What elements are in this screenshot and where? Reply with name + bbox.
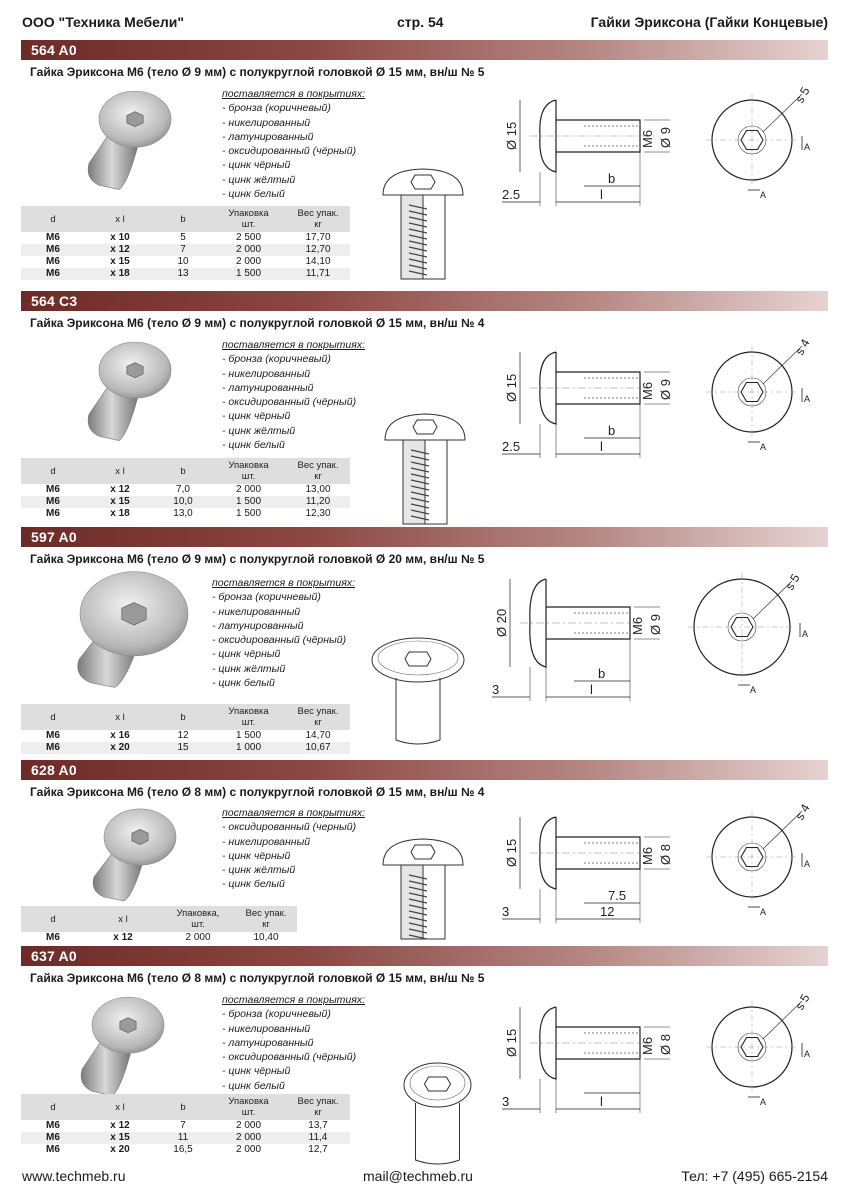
render-body [416,1103,460,1164]
table-cell: M6 [46,256,60,267]
dimension-label: 7.5 [608,888,627,903]
sleeve-nut-cutaway-icon [378,165,468,285]
end-view-drawing-icon [690,571,815,695]
spec-table [21,704,350,754]
table-cell: 11 [155,1132,211,1144]
dimension-label: A [802,629,809,639]
hex-socket [120,1018,136,1033]
dimension-label: b [598,666,606,681]
coating-item: - оксидированный (чёрный) [222,145,357,158]
section-bar [21,527,828,547]
coating-item: - бронза (коричневый) [222,102,331,115]
table-cell: x 12 [110,1120,130,1131]
coatings-heading: поставляется в покрытиях: [212,577,356,589]
dimension-label: Ø 8 [658,1034,673,1055]
table-header-cell: Упаковка, шт. [161,906,235,932]
coating-item: - цинк чёрный [212,648,281,661]
coating-item: - цинк чёрный [222,1065,291,1078]
table-header-cell: d [21,458,85,484]
table-cell: M6 [21,268,85,280]
table-cell: 2 000 [235,1144,262,1155]
table-cell: M6 [21,1132,85,1144]
table-row [21,268,350,280]
coating-item: - никелированный [222,116,311,129]
table-row [21,1120,350,1132]
end-view-drawing-icon [700,336,825,452]
coating-item: - цинк чёрный [222,849,291,862]
dimension-label: A [804,1049,811,1059]
table-header-cell: d [21,906,85,932]
page-footer [22,1168,828,1190]
table-header-cell: x l [85,704,155,730]
table-cell: 10,40 [253,932,279,943]
table-header-cell: Упаковка шт. [211,206,286,232]
table-header-cell: Вес упак. кг [286,458,350,484]
dimension-label: 2.5 [502,439,521,454]
table-cell: 2 000 [185,932,211,943]
table-header-cell: x l [85,906,161,932]
coating-item: - оксидированный (чёрный) [222,1051,357,1064]
table-cell: M6 [46,932,60,943]
dimension-label: A [760,442,767,452]
dimension-label: M6 [640,846,655,865]
table-row [21,932,297,944]
coating-item: - цинк жёлтый [222,424,296,437]
table-cell: 12 [177,730,189,741]
hex-socket [405,652,431,666]
table-header-cell: Упаковка шт. [211,704,286,730]
table-cell: 13,00 [305,484,331,495]
section-bar [21,946,828,966]
table-cell: 14,70 [305,730,331,741]
table-header-cell: b [155,1094,211,1120]
dimension-label: Ø 15 [504,1028,519,1057]
dimension-label: 2.5 [502,187,521,202]
section-title: Гайка Эриксона М6 (тело Ø 9 мм) с полукруглой головкой Ø 20 мм, вн/ш № 5 [30,552,485,566]
coating-item: - бронза (коричневый) [212,591,321,604]
dimension-label: A [804,859,811,869]
side-view-drawing-icon [498,995,683,1130]
table-header-cell: x l [85,206,155,232]
table-cell: 10 [177,256,189,267]
table-cell: x 18 [110,508,130,519]
table-header-cell: x l [85,1094,155,1120]
dimension-label: 3 [502,904,510,919]
end-view-drawing-icon [700,84,825,200]
spec-table [21,906,297,944]
section-title: Гайка Эриксона М6 (тело Ø 8 мм) с полукруглой головкой Ø 15 мм, вн/ш № 5 [30,971,485,985]
dimension-label: b [608,171,616,186]
render-body [396,678,440,744]
table-cell: 1 500 [211,268,286,280]
dimension-label: l [600,439,603,454]
coating-item: - цинк жёлтый [222,864,296,877]
table-cell: M6 [21,244,85,256]
table-header-cell: d [21,206,85,232]
coating-item: - цинк белый [222,1079,285,1092]
section-title: Гайка Эриксона М6 (тело Ø 8 мм) с полукруглой головкой Ø 15 мм, вн/ш № 4 [30,785,485,799]
table-row [21,496,350,508]
table-header-cell: Вес упак. кг [286,1094,350,1120]
table-cell: 2 000 [235,1120,262,1131]
dimension-label: Ø 9 [658,379,673,400]
table-cell: 12,7 [308,1144,328,1155]
table-cell: x 10 [110,232,130,243]
end-view-drawing-icon [700,991,825,1107]
dimension-label: A [804,394,811,404]
section-code: 637 A0 [31,948,77,964]
table-cell: 13 [155,268,211,280]
table-header-cell: b [155,206,211,232]
table-cell: 2 000 [211,244,286,256]
table-cell: 12,70 [286,244,350,256]
sleeve-nut-photo-icon [75,335,175,445]
section-code: 564 C3 [31,293,78,309]
dimension-label: Ø 8 [658,844,673,865]
table-row [21,484,350,496]
table-cell: x 20 [110,1144,130,1155]
spec-table [21,458,350,520]
sleeve-nut-photo-icon [80,805,180,905]
hex-socket [411,175,435,189]
table-row [21,256,350,268]
table-cell: 11,20 [286,496,350,508]
table-cell: x 20 [85,742,155,754]
section-bar [21,40,828,60]
coatings-heading: поставляется в покрытиях: [222,807,366,819]
table-cell: x 12 [113,932,133,943]
hex-socket [132,830,148,845]
side-view-drawing-icon [498,88,683,223]
table-cell: M6 [21,742,85,754]
table-cell: 2 000 [235,484,262,495]
table-cell: 11,71 [286,268,350,280]
table-cell: 14,10 [305,256,331,267]
coating-item: - латунированный [222,130,314,143]
side-view-drawing-icon [498,805,683,940]
table-cell: x 15 [110,256,130,267]
section-bar [21,291,828,311]
coatings-list [212,576,355,690]
table-cell: 7 [155,244,211,256]
section-code: 564 A0 [31,42,77,58]
table-cell: x 15 [85,496,155,508]
table-row [21,1132,350,1144]
coatings-list [222,338,365,452]
dimension-label: Ø 9 [648,614,663,635]
coating-item: - цинк белый [212,677,275,690]
table-header-cell: d [21,704,85,730]
section-title: Гайка Эриксона М6 (тело Ø 9 мм) с полукруглой головкой Ø 15 мм, вн/ш № 4 [30,316,485,330]
coating-item: - никелированный [222,1022,311,1035]
coating-item: - цинк жёлтый [222,173,296,186]
table-cell: 1 500 [235,508,262,519]
side-view-drawing-icon [498,340,683,475]
sleeve-nut-cutaway-icon [378,835,468,945]
coating-item: - латунированный [212,619,304,632]
coating-item: - никелированный [222,835,311,848]
table-header-cell: Вес упак. кг [286,704,350,730]
dimension-label: s 4 [792,801,813,823]
hex-socket [127,112,143,127]
sleeve-nut-photo-icon [75,84,175,194]
sleeve-nut-photo-icon [62,577,182,692]
sleeve-nut-photo-icon [68,990,168,1100]
table-cell: 13,0 [173,508,193,519]
table-cell: 16,5 [173,1144,193,1155]
table-cell: 17,70 [305,232,331,243]
dimension-label: s 5 [782,571,803,593]
table-cell: x 18 [85,268,155,280]
section-bar [21,760,828,780]
dimension-label: Ø 15 [504,838,519,867]
coating-item: - цинк жёлтый [212,662,286,675]
table-cell: 7 [180,1120,186,1131]
hex-socket [425,1077,451,1091]
dimension-label: l [600,187,603,202]
coating-item: - оксидированный (чёрный) [222,396,357,409]
table-header-cell: Упаковка шт. [211,458,286,484]
table-row [21,244,350,256]
dimension-label: s 5 [792,84,813,106]
table-cell: M6 [46,508,60,519]
coatings-list [222,806,365,892]
section-code: 597 A0 [31,529,77,545]
dimension-label: l [600,1094,603,1109]
table-cell: 2 500 [235,232,262,243]
table-cell: 1 500 [235,730,262,741]
page-number: стр. 54 [397,14,444,30]
table-cell: M6 [46,730,60,741]
table-header-cell: b [155,458,211,484]
dimension-label: 3 [502,1094,510,1109]
dimension-label: Ø 15 [504,373,519,402]
coating-item: - латунированный [222,381,314,394]
table-cell: 5 [180,232,186,243]
table-cell: x 12 [85,244,155,256]
coating-item: - цинк чёрный [222,410,291,423]
dimension-label: A [760,907,767,917]
dimension-label: s 4 [792,336,813,358]
dimension-label: A [760,190,767,200]
dimension-label: M6 [640,1036,655,1055]
hex-socket [411,845,435,859]
table-header-cell: Вес упак. кг [286,206,350,232]
table-cell: 7,0 [176,484,190,495]
table-row [21,508,350,520]
table-cell: x 12 [110,484,130,495]
dimension-label: b [608,423,616,438]
footer-phone: Тел: +7 (495) 665-2154 [681,1168,828,1184]
table-cell: M6 [46,232,60,243]
table-cell: 15 [155,742,211,754]
table-header-cell: Вес упак. кг [235,906,297,932]
table-cell: M6 [46,484,60,495]
dimension-label: Ø 15 [504,121,519,150]
table-row [21,232,350,244]
dimension-label: M6 [640,129,655,148]
table-cell: M6 [46,1144,60,1155]
table-row [21,742,350,754]
table-cell: M6 [21,496,85,508]
table-cell: M6 [46,1120,60,1131]
table-row [21,1144,350,1156]
coating-item: - цинк белый [222,878,285,891]
section-title: Гайка Эриксона М6 (тело Ø 9 мм) с полукруглой головкой Ø 15 мм, вн/ш № 5 [30,65,485,79]
spec-table [21,206,350,280]
table-header-cell: b [155,704,211,730]
end-view-drawing-icon [700,801,825,917]
coating-item: - латунированный [222,1036,314,1049]
coating-item: - оксидированный (чёрный) [212,634,347,647]
footer-website[interactable]: www.techmeb.ru [22,1168,126,1184]
coating-item: - цинк белый [222,188,285,201]
table-header-cell: Упаковка шт. [211,1094,286,1120]
side-view-drawing-icon [488,575,673,710]
coating-item: - бронза (коричневый) [222,353,331,366]
table-cell: 2 000 [211,1132,286,1144]
coatings-heading: поставляется в покрытиях: [222,339,366,351]
table-cell: 12,30 [305,508,331,519]
coatings-list [222,87,365,201]
spec-table [21,1094,350,1156]
dimension-label: 3 [492,682,500,697]
company-name: ООО "Техника Мебели" [22,14,185,30]
dimension-label: 12 [600,904,615,919]
table-cell: 11,4 [286,1132,350,1144]
sleeve-nut-cutaway-icon [368,630,468,750]
coating-item: - никелированный [222,367,311,380]
coating-item: - цинк белый [222,439,285,452]
page-header [22,12,828,36]
sleeve-nut-cutaway-icon [380,410,470,530]
dimension-label: s 5 [792,991,813,1013]
table-cell: 10,67 [286,742,350,754]
dimension-label: Ø 20 [494,608,509,637]
dimension-label: A [750,685,757,695]
coating-item: - оксидированный (черный) [222,821,357,834]
dimension-label: A [804,142,811,152]
sleeve-nut-cutaway-icon [400,1055,475,1170]
table-header-cell: x l [85,458,155,484]
table-cell: 13,7 [308,1120,328,1131]
dimension-label: Ø 9 [658,127,673,148]
table-cell: x 15 [85,1132,155,1144]
dimension-label: l [590,682,593,697]
coating-item: - бронза (коричневый) [222,1008,331,1021]
dimension-label: M6 [630,616,645,635]
coatings-heading: поставляется в покрытиях: [222,88,366,100]
hex-socket [413,420,437,434]
section-code: 628 A0 [31,762,77,778]
table-row [21,730,350,742]
table-cell: x 16 [110,730,130,741]
hex-socket [127,363,143,378]
table-header-cell: d [21,1094,85,1120]
table-cell: 10,0 [155,496,211,508]
dimension-label: M6 [640,381,655,400]
table-cell: 1 000 [211,742,286,754]
table-cell: 1 500 [211,496,286,508]
coating-item: - цинк чёрный [222,159,291,172]
coating-item: - никелированный [212,605,301,618]
dimension-label: A [760,1097,767,1107]
catalog-title: Гайки Эриксона (Гайки Концевые) [590,14,828,30]
table-cell: 2 000 [235,256,262,267]
coatings-heading: поставляется в покрытиях: [222,994,366,1006]
coatings-list [222,993,365,1093]
footer-email[interactable]: mail@techmeb.ru [363,1168,473,1184]
